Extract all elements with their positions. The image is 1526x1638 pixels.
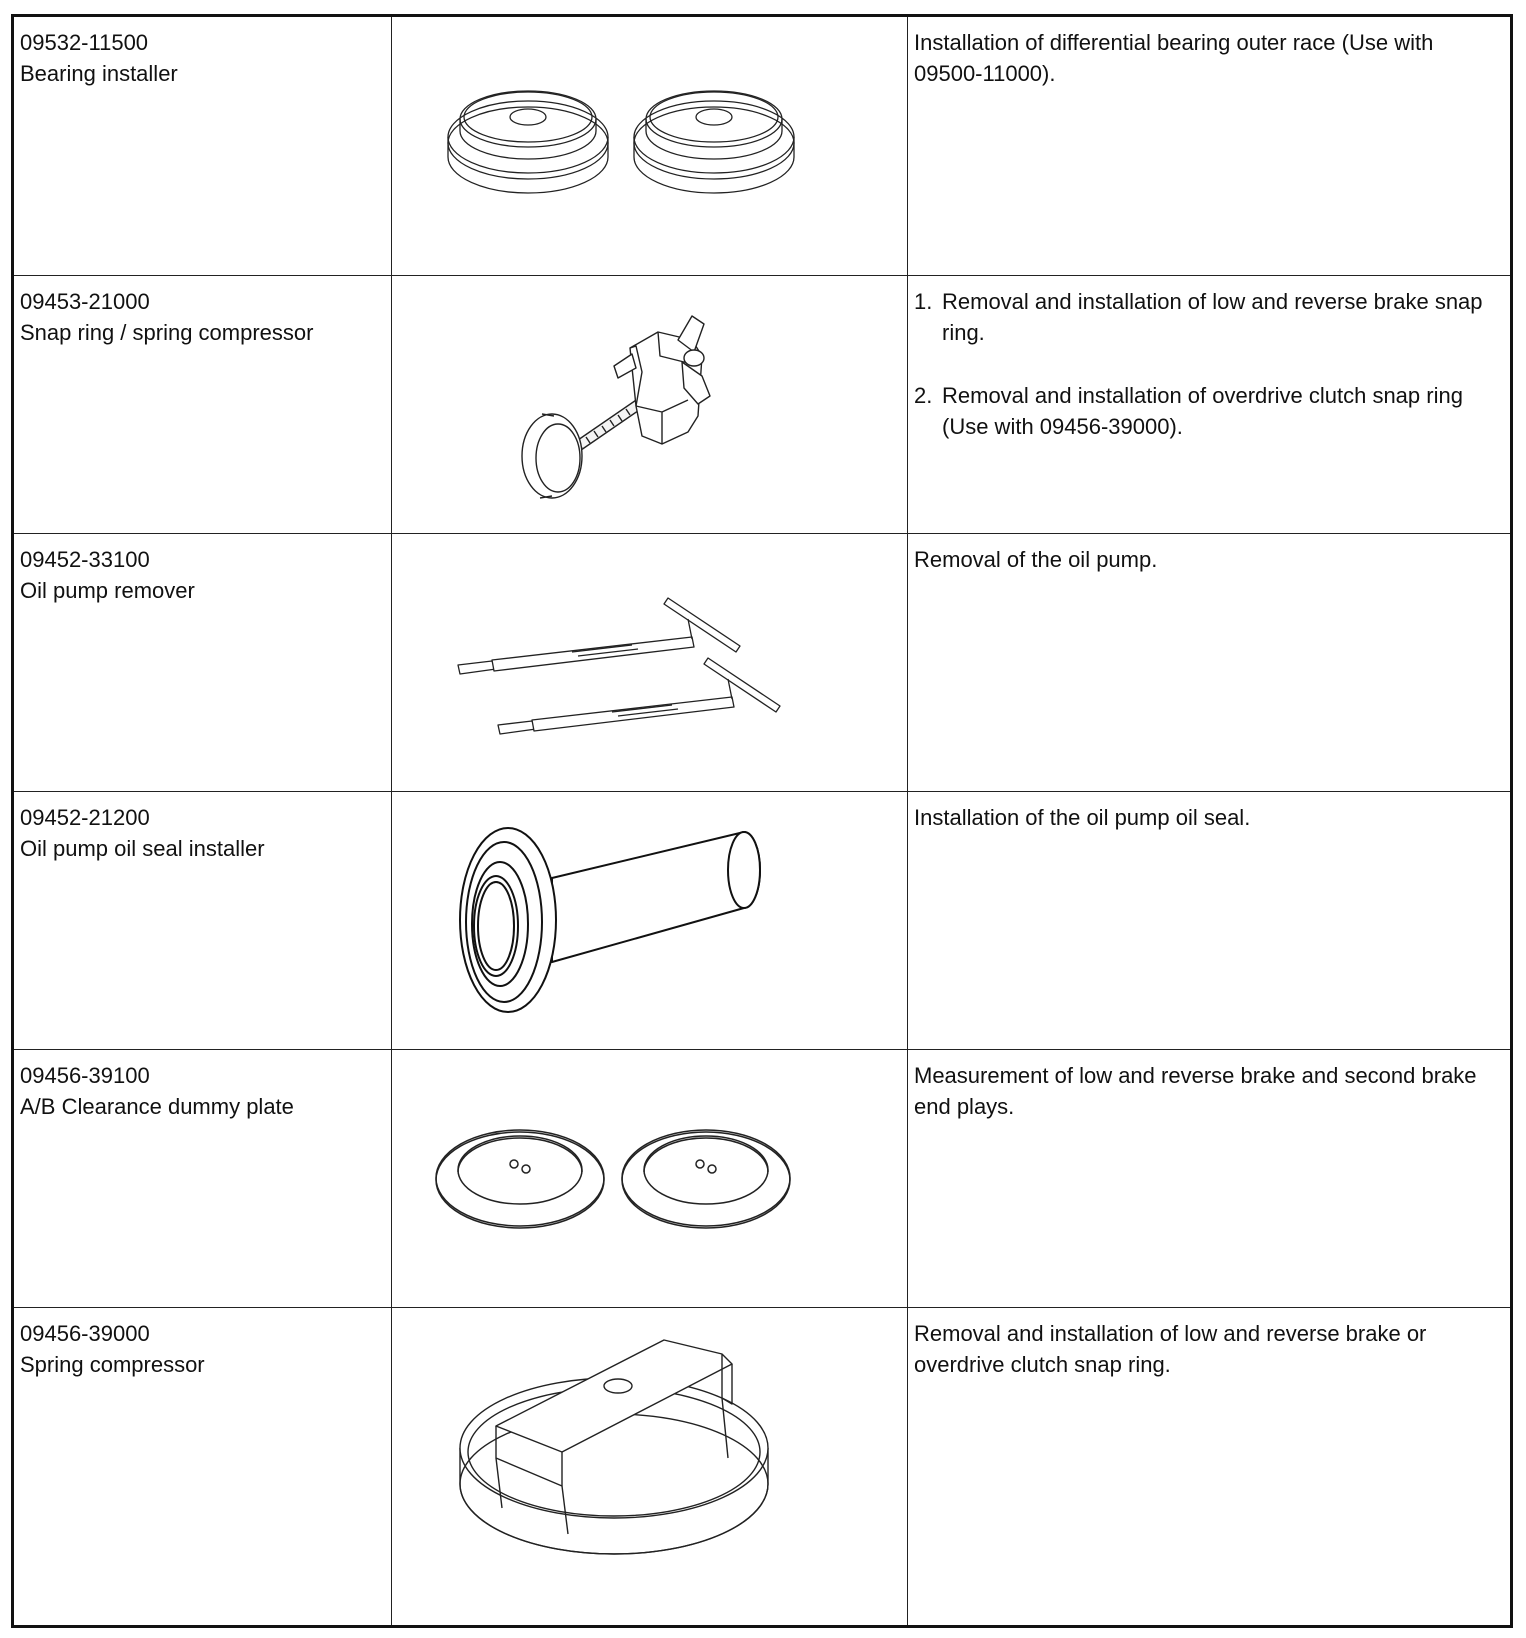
table-row	[14, 17, 1510, 275]
snap-ring-compressor-icon	[392, 276, 908, 534]
spring-compressor-icon	[392, 1308, 908, 1626]
illustration-cell	[392, 534, 908, 791]
part-number: 09452-21200	[20, 805, 150, 830]
illustration-cell	[392, 1308, 908, 1625]
description: Measurement of low and reverse brake and second brake end plays.	[914, 1063, 1477, 1119]
tool-id-cell	[14, 792, 392, 1049]
tool-id-cell	[14, 17, 392, 275]
tool-name: Oil pump oil seal installer	[20, 836, 265, 861]
bearing-installer-icon	[392, 17, 908, 275]
table-row	[14, 791, 1510, 1049]
description-cell	[908, 1050, 1510, 1307]
description-cell	[908, 792, 1510, 1049]
part-number: 09453-21000	[20, 289, 150, 314]
table-row	[14, 1307, 1510, 1625]
tool-name: A/B Clearance dummy plate	[20, 1094, 294, 1119]
dummy-plate-icon	[392, 1050, 908, 1308]
oil-pump-remover-icon	[392, 534, 908, 792]
tool-id-cell	[14, 534, 392, 791]
part-number: 09456-39100	[20, 1063, 150, 1088]
table-row	[14, 1049, 1510, 1307]
description-cell	[908, 276, 1510, 533]
tool-name: Bearing installer	[20, 61, 178, 86]
table-row	[14, 275, 1510, 533]
list-item	[914, 380, 1504, 442]
tool-id-cell	[14, 1050, 392, 1307]
description: Installation of the oil pump oil seal.	[914, 805, 1251, 830]
illustration-cell	[392, 276, 908, 533]
part-number: 09456-39000	[20, 1321, 150, 1346]
illustration-cell	[392, 17, 908, 275]
list-text: Removal and installation of low and reverse brake snap ring.	[942, 289, 1483, 345]
list-text: Removal and installation of overdrive clutch snap ring (Use with 09456-39000).	[942, 383, 1463, 439]
part-number: 09532-11500	[20, 30, 149, 55]
description-cell	[908, 17, 1510, 275]
description: Removal and installation of low and reverse brake or overdrive clutch snap ring.	[914, 1321, 1427, 1377]
tool-name: Spring compressor	[20, 1352, 205, 1377]
table-row	[14, 533, 1510, 791]
description-cell	[908, 534, 1510, 791]
illustration-cell	[392, 792, 908, 1049]
description: Installation of differential bearing outer race (Use with 09500-11000).	[914, 30, 1434, 86]
tool-id-cell	[14, 1308, 392, 1625]
tool-name: Snap ring / spring compressor	[20, 320, 314, 345]
tool-name: Oil pump remover	[20, 578, 195, 603]
list-number: 2.	[914, 383, 933, 408]
tool-id-cell	[14, 276, 392, 533]
list-number: 1.	[914, 289, 933, 314]
list-item	[914, 286, 1504, 348]
oil-seal-installer-icon	[392, 792, 908, 1050]
illustration-cell	[392, 1050, 908, 1307]
description: Removal of the oil pump.	[914, 547, 1158, 572]
part-number: 09452-33100	[20, 547, 150, 572]
description-cell	[908, 1308, 1510, 1625]
special-tools-table	[11, 14, 1513, 1628]
